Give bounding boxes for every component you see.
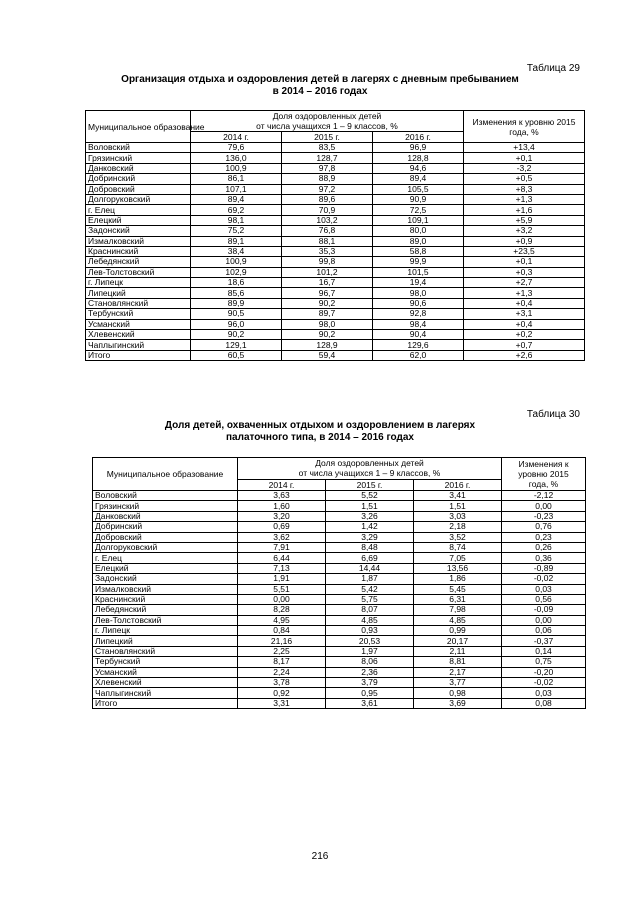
table-row [86, 278, 585, 288]
table-title [0, 74, 640, 98]
header-share-line: Доля оздоровленных детей [272, 111, 382, 121]
table-row [86, 309, 585, 319]
cell-municipality: Добровский [86, 184, 191, 194]
cell-municipality: Долгоруковский [93, 542, 238, 552]
cell-municipality: Чаплыгинский [93, 688, 238, 698]
cell-change: -0,23 [502, 511, 586, 521]
cell-municipality: Лебедянский [86, 257, 191, 267]
cell-value: 83,5 [282, 143, 373, 153]
cell-value: 90,9 [373, 194, 464, 204]
cell-change: +0,5 [464, 174, 585, 184]
cell-municipality: Воловский [93, 491, 238, 501]
cell-value: 86,1 [191, 174, 282, 184]
table-row [93, 698, 586, 708]
cell-value: 8,81 [414, 657, 502, 667]
cell-value: 1,86 [414, 574, 502, 584]
cell-municipality: Добровский [93, 532, 238, 542]
table-title-line: в 2014 – 2016 годах [272, 86, 368, 97]
cell-value: 1,60 [238, 501, 326, 511]
cell-municipality: Долгоруковский [86, 194, 191, 204]
cell-value: 0,95 [326, 688, 414, 698]
table-number: Таблица 30 [526, 409, 580, 420]
page-number: 216 [311, 851, 329, 862]
cell-value: 89,4 [191, 194, 282, 204]
cell-value: 0,00 [238, 594, 326, 604]
cell-value: 7,91 [238, 542, 326, 552]
cell-value: 89,0 [373, 236, 464, 246]
cell-value: 8,28 [238, 605, 326, 615]
cell-change: +0,3 [464, 267, 585, 277]
cell-value: 3,61 [326, 698, 414, 708]
cell-value: 99,8 [282, 257, 373, 267]
cell-value: 0,99 [414, 626, 502, 636]
cell-value: 90,2 [282, 298, 373, 308]
cell-value: 62,0 [373, 350, 464, 360]
cell-value: 109,1 [373, 215, 464, 225]
cell-value: 7,13 [238, 563, 326, 573]
cell-municipality: Лебедянский [93, 605, 238, 615]
table-row [86, 143, 585, 153]
cell-value: 1,91 [238, 574, 326, 584]
data-table [92, 457, 586, 709]
cell-value: 3,29 [326, 532, 414, 542]
cell-value: 5,45 [414, 584, 502, 594]
cell-change: 0,26 [502, 542, 586, 552]
cell-value: 5,51 [238, 584, 326, 594]
cell-municipality: Краснинский [93, 594, 238, 604]
cell-value: 89,1 [191, 236, 282, 246]
cell-value: 98,4 [373, 319, 464, 329]
cell-municipality: Грязинский [93, 501, 238, 511]
header-change: Изменения к уровню 2015 года, % [464, 111, 585, 143]
cell-value: 88,1 [282, 236, 373, 246]
cell-change: +0,4 [464, 298, 585, 308]
cell-change: -0,09 [502, 605, 586, 615]
header-year: 2015 г. [282, 132, 373, 143]
cell-municipality: Итого [86, 350, 191, 360]
header-share [191, 111, 464, 132]
table-row [93, 626, 586, 636]
table-row [86, 330, 585, 340]
cell-change: 0,03 [502, 584, 586, 594]
header-change-line: года, % [528, 479, 559, 489]
cell-value: 79,6 [191, 143, 282, 153]
cell-change: 0,56 [502, 594, 586, 604]
cell-change: -2,12 [502, 491, 586, 501]
cell-value: 0,93 [326, 626, 414, 636]
cell-change: +0,9 [464, 236, 585, 246]
cell-value: 59,4 [282, 350, 373, 360]
cell-municipality: Становлянский [93, 646, 238, 656]
cell-change: +3,1 [464, 309, 585, 319]
cell-change: 0,06 [502, 626, 586, 636]
cell-value: 7,05 [414, 553, 502, 563]
cell-municipality: Добринский [86, 174, 191, 184]
table-row [86, 194, 585, 204]
cell-value: 2,25 [238, 646, 326, 656]
table-row [93, 678, 586, 688]
cell-municipality: Измалковский [86, 236, 191, 246]
cell-value: 136,0 [191, 153, 282, 163]
table-title-line: Доля детей, охваченных отдыхом и оздоровлением в лагерях [164, 420, 476, 431]
cell-municipality: Елецкий [86, 215, 191, 225]
table-row [86, 163, 585, 173]
header-change [502, 458, 586, 491]
table-row [93, 636, 586, 646]
cell-value: 20,17 [414, 636, 502, 646]
cell-value: 2,17 [414, 667, 502, 677]
cell-value: 0,92 [238, 688, 326, 698]
cell-value: 60,5 [191, 350, 282, 360]
cell-value: 8,74 [414, 542, 502, 552]
cell-change: +23,5 [464, 246, 585, 256]
cell-value: 128,7 [282, 153, 373, 163]
cell-municipality: г. Елец [93, 553, 238, 563]
table-row [86, 267, 585, 277]
cell-value: 99,9 [373, 257, 464, 267]
cell-value: 3,69 [414, 698, 502, 708]
table-row [86, 205, 585, 215]
cell-value: 89,7 [282, 309, 373, 319]
cell-value: 96,9 [373, 143, 464, 153]
cell-municipality: Задонский [93, 574, 238, 584]
cell-value: 38,4 [191, 246, 282, 256]
cell-change: +0,4 [464, 319, 585, 329]
cell-value: 90,2 [191, 330, 282, 340]
table-body [93, 491, 586, 709]
cell-change: -0,20 [502, 667, 586, 677]
cell-change: +1,3 [464, 288, 585, 298]
cell-value: 35,3 [282, 246, 373, 256]
table-row [93, 563, 586, 573]
cell-value: 1,51 [326, 501, 414, 511]
cell-value: 90,4 [373, 330, 464, 340]
cell-value: 100,9 [191, 257, 282, 267]
cell-value: 21,16 [238, 636, 326, 646]
table-row [93, 501, 586, 511]
cell-value: 90,6 [373, 298, 464, 308]
table-title-line: палаточного типа, в 2014 – 2016 годах [225, 432, 414, 443]
cell-value: 3,77 [414, 678, 502, 688]
cell-value: 103,2 [282, 215, 373, 225]
table-row [86, 215, 585, 225]
cell-value: 3,20 [238, 511, 326, 521]
cell-value: 90,5 [191, 309, 282, 319]
cell-municipality: Тербунский [86, 309, 191, 319]
cell-change: 0,00 [502, 501, 586, 511]
table-row [93, 594, 586, 604]
cell-value: 7,98 [414, 605, 502, 615]
header-year: 2015 г. [326, 479, 414, 490]
cell-value: 89,9 [191, 298, 282, 308]
header-year: 2014 г. [191, 132, 282, 143]
table-row [93, 511, 586, 521]
cell-value: 129,6 [373, 340, 464, 350]
cell-value: 6,44 [238, 553, 326, 563]
cell-value: 101,5 [373, 267, 464, 277]
cell-value: 75,2 [191, 226, 282, 236]
table-row [93, 646, 586, 656]
header-share-line: Доля оздоровленных детей [315, 458, 424, 469]
cell-value: 94,6 [373, 163, 464, 173]
cell-change: +1,3 [464, 194, 585, 204]
cell-change: 0,03 [502, 688, 586, 698]
cell-change: 0,76 [502, 522, 586, 532]
cell-value: 80,0 [373, 226, 464, 236]
cell-value: 88,9 [282, 174, 373, 184]
cell-value: 3,62 [238, 532, 326, 542]
cell-municipality: Хлевенский [93, 678, 238, 688]
cell-value: 1,97 [326, 646, 414, 656]
cell-change: +5,9 [464, 215, 585, 225]
table-row [93, 615, 586, 625]
cell-value: 2,24 [238, 667, 326, 677]
cell-change: -0,02 [502, 574, 586, 584]
cell-change: 0,23 [502, 532, 586, 542]
cell-value: 6,69 [326, 553, 414, 563]
cell-municipality: Краснинский [86, 246, 191, 256]
table-row [86, 153, 585, 163]
header-municipality: Муниципальное образование [86, 111, 191, 143]
table-row [86, 236, 585, 246]
cell-change: -3,2 [464, 163, 585, 173]
cell-municipality: Добринский [93, 522, 238, 532]
cell-change: +0,1 [464, 153, 585, 163]
cell-value: 69,2 [191, 205, 282, 215]
cell-value: 8,17 [238, 657, 326, 667]
cell-change: +2,7 [464, 278, 585, 288]
cell-municipality: Елецкий [93, 563, 238, 573]
cell-change: +0,2 [464, 330, 585, 340]
cell-value: 19,4 [373, 278, 464, 288]
table-row [86, 174, 585, 184]
table-row [93, 605, 586, 615]
cell-value: 58,8 [373, 246, 464, 256]
cell-value: 0,69 [238, 522, 326, 532]
cell-value: 3,63 [238, 491, 326, 501]
table-row [86, 298, 585, 308]
cell-municipality: Становлянский [86, 298, 191, 308]
cell-value: 16,7 [282, 278, 373, 288]
cell-change: +0,1 [464, 257, 585, 267]
cell-change: -0,37 [502, 636, 586, 646]
cell-value: 98,0 [373, 288, 464, 298]
cell-value: 8,48 [326, 542, 414, 552]
header-share [238, 458, 502, 480]
cell-value: 85,6 [191, 288, 282, 298]
cell-value: 2,18 [414, 522, 502, 532]
table-row [86, 288, 585, 298]
table-row [86, 246, 585, 256]
table-row [86, 350, 585, 360]
cell-value: 76,8 [282, 226, 373, 236]
cell-value: 4,85 [414, 615, 502, 625]
table-row [93, 532, 586, 542]
cell-value: 1,51 [414, 501, 502, 511]
cell-municipality: Лев-Толстовский [86, 267, 191, 277]
cell-change: +0,7 [464, 340, 585, 350]
table-row [86, 340, 585, 350]
cell-value: 1,87 [326, 574, 414, 584]
cell-value: 14,44 [326, 563, 414, 573]
cell-change: 0,75 [502, 657, 586, 667]
cell-change: 0,00 [502, 615, 586, 625]
cell-value: 2,11 [414, 646, 502, 656]
cell-value: 98,1 [191, 215, 282, 225]
table-row [93, 542, 586, 552]
table-row [93, 491, 586, 501]
cell-municipality: Тербунский [93, 657, 238, 667]
table-row [93, 522, 586, 532]
cell-change: 0,08 [502, 698, 586, 708]
cell-municipality: Измалковский [93, 584, 238, 594]
cell-change: +1,6 [464, 205, 585, 215]
cell-value: 0,98 [414, 688, 502, 698]
table-row [93, 584, 586, 594]
cell-value: 98,0 [282, 319, 373, 329]
table-row [86, 226, 585, 236]
cell-municipality: Хлевенский [86, 330, 191, 340]
cell-value: 128,9 [282, 340, 373, 350]
cell-value: 4,95 [238, 615, 326, 625]
cell-value: 89,6 [282, 194, 373, 204]
header-change-line: уровню 2015 [518, 469, 569, 479]
table-row [93, 553, 586, 563]
cell-value: 20,53 [326, 636, 414, 646]
cell-change: 0,14 [502, 646, 586, 656]
table-row [93, 657, 586, 667]
cell-value: 0,84 [238, 626, 326, 636]
table-row [93, 688, 586, 698]
header-year: 2016 г. [373, 132, 464, 143]
cell-value: 92,8 [373, 309, 464, 319]
cell-municipality: г. Елец [86, 205, 191, 215]
cell-value: 129,1 [191, 340, 282, 350]
cell-municipality: Задонский [86, 226, 191, 236]
cell-municipality: Липецкий [93, 636, 238, 646]
cell-value: 3,03 [414, 511, 502, 521]
header-year: 2014 г. [238, 479, 326, 490]
cell-value: 3,52 [414, 532, 502, 542]
cell-value: 101,2 [282, 267, 373, 277]
cell-value: 100,9 [191, 163, 282, 173]
cell-value: 97,8 [282, 163, 373, 173]
cell-municipality: Чаплыгинский [86, 340, 191, 350]
cell-value: 5,42 [326, 584, 414, 594]
cell-municipality: Итого [93, 698, 238, 708]
cell-value: 2,36 [326, 667, 414, 677]
cell-value: 72,5 [373, 205, 464, 215]
cell-value: 107,1 [191, 184, 282, 194]
cell-municipality: Данковский [93, 511, 238, 521]
header-share-line: от числа учащихся 1 – 9 классов, % [298, 468, 441, 479]
cell-value: 70,9 [282, 205, 373, 215]
cell-value: 3,41 [414, 491, 502, 501]
table-row [93, 667, 586, 677]
cell-municipality: г. Липецк [93, 626, 238, 636]
cell-change: 0,36 [502, 553, 586, 563]
cell-value: 97,2 [282, 184, 373, 194]
cell-value: 18,6 [191, 278, 282, 288]
cell-value: 3,31 [238, 698, 326, 708]
cell-value: 8,06 [326, 657, 414, 667]
cell-value: 128,8 [373, 153, 464, 163]
header-share-line: от числа учащихся 1 – 9 классов, % [256, 121, 398, 131]
cell-municipality: Лев-Толстовский [93, 615, 238, 625]
table-row [86, 319, 585, 329]
table-row [86, 257, 585, 267]
table-title [0, 420, 640, 444]
cell-value: 96,7 [282, 288, 373, 298]
cell-value: 3,79 [326, 678, 414, 688]
cell-municipality: Воловский [86, 143, 191, 153]
cell-value: 3,26 [326, 511, 414, 521]
cell-value: 6,31 [414, 594, 502, 604]
cell-value: 5,52 [326, 491, 414, 501]
cell-value: 96,0 [191, 319, 282, 329]
cell-municipality: Усманский [93, 667, 238, 677]
cell-municipality: г. Липецк [86, 278, 191, 288]
cell-value: 5,75 [326, 594, 414, 604]
header-municipality [93, 458, 238, 491]
cell-change: -0,89 [502, 563, 586, 573]
cell-change: +8,3 [464, 184, 585, 194]
cell-value: 1,42 [326, 522, 414, 532]
cell-value: 89,4 [373, 174, 464, 184]
cell-municipality: Данковский [86, 163, 191, 173]
header-municipality-label: Муниципальное образование [106, 469, 224, 479]
table-number: Таблица 29 [526, 63, 580, 74]
cell-value: 90,2 [282, 330, 373, 340]
header-year: 2016 г. [414, 479, 502, 490]
cell-value: 102,9 [191, 267, 282, 277]
cell-change: +2,6 [464, 350, 585, 360]
table-title-line: Организация отдыха и оздоровления детей в лагерях с дневным пребыванием [121, 74, 519, 85]
cell-value: 8,07 [326, 605, 414, 615]
cell-value: 105,5 [373, 184, 464, 194]
cell-value: 13,56 [414, 563, 502, 573]
header-change-line: Изменения к [518, 459, 569, 469]
data-table [85, 110, 585, 361]
cell-municipality: Грязинский [86, 153, 191, 163]
cell-change: -0,02 [502, 678, 586, 688]
table-body [86, 143, 585, 361]
table-row [93, 574, 586, 584]
cell-municipality: Липецкий [86, 288, 191, 298]
cell-change: +3,2 [464, 226, 585, 236]
cell-change: +13,4 [464, 143, 585, 153]
cell-value: 4,85 [326, 615, 414, 625]
cell-municipality: Усманский [86, 319, 191, 329]
table-row [86, 184, 585, 194]
cell-value: 3,78 [238, 678, 326, 688]
